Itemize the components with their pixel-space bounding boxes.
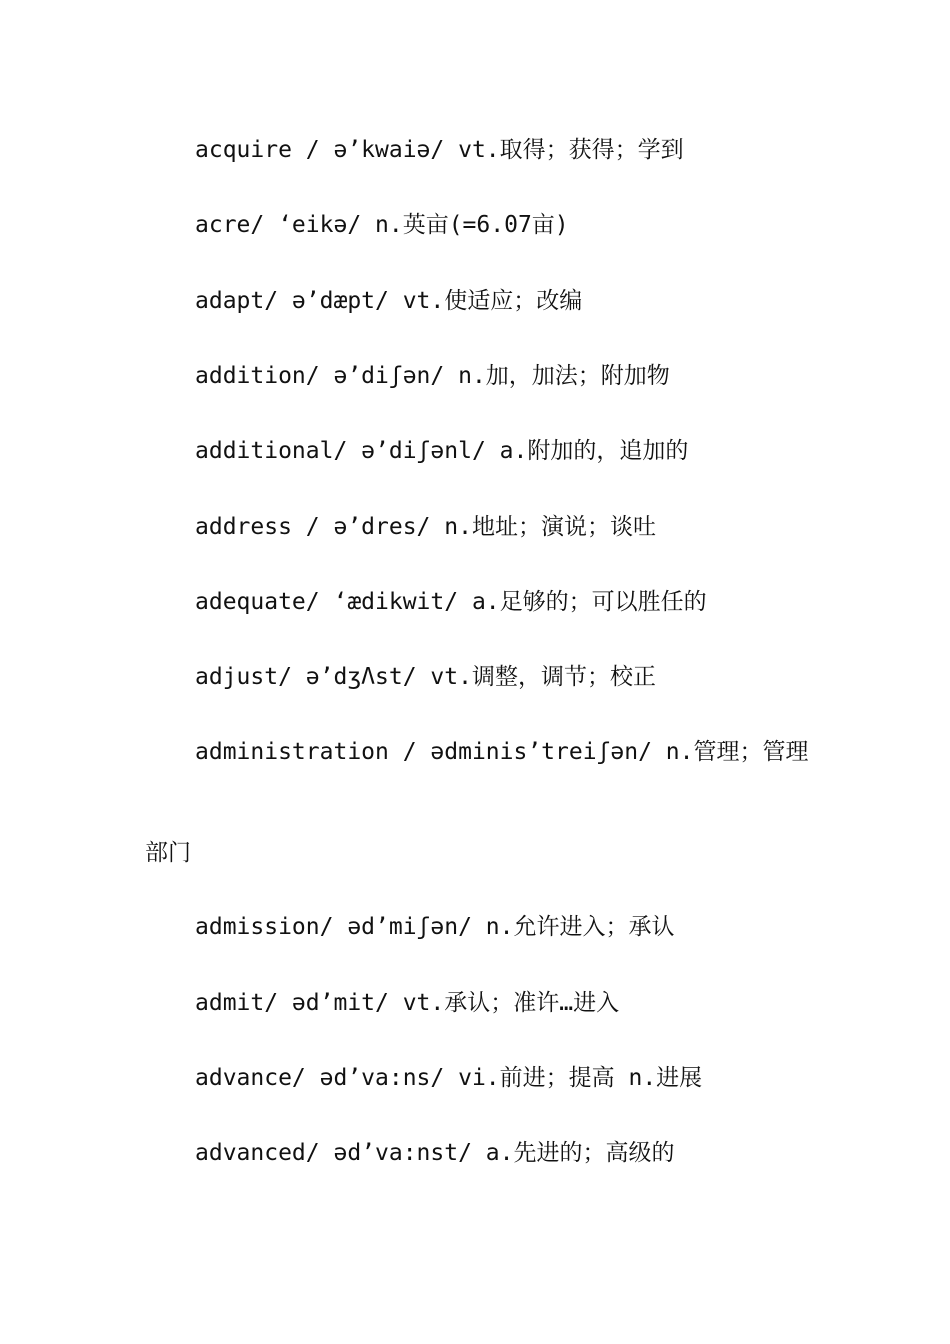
- vocab-entry-address: address / ə’dres/ n.地址；演说；谈吐: [195, 514, 656, 540]
- vocab-entry-acre: acre/ ‘eikə/ n.英亩(=6.07亩): [195, 212, 569, 238]
- vocab-entry-administration-continuation: 部门: [145, 840, 191, 866]
- vocab-entry-adjust: adjust/ ə’dʒΛst/ vt.调整，调节；校正: [195, 664, 656, 690]
- vocab-entry-adapt: adapt/ ə’dæpt/ vt.使适应；改编: [195, 288, 583, 314]
- vocab-entry-admission: admission/ əd’miʃən/ n.允许进入；承认: [195, 914, 675, 940]
- vocab-entry-advanced: advanced/ əd’va:nst/ a.先进的；高级的: [195, 1140, 675, 1166]
- vocab-entry-administration: administration / ədminis’treiʃən/ n.管理；管理: [195, 739, 809, 765]
- vocab-entry-additional: additional/ ə’diʃənl/ a.附加的，追加的: [195, 438, 689, 464]
- vocab-entry-advance: advance/ əd’va:ns/ vi.前进；提高 n.进展: [195, 1065, 703, 1091]
- vocab-entry-admit: admit/ əd’mit/ vt.承认；准许…进入: [195, 990, 620, 1016]
- vocab-entry-adequate: adequate/ ‘ædikwit/ a.足够的；可以胜任的: [195, 589, 707, 615]
- vocab-entry-acquire: acquire / ə’kwaiə/ vt.取得；获得；学到: [195, 137, 684, 163]
- vocab-entry-addition: addition/ ə’diʃən/ n.加，加法；附加物: [195, 363, 670, 389]
